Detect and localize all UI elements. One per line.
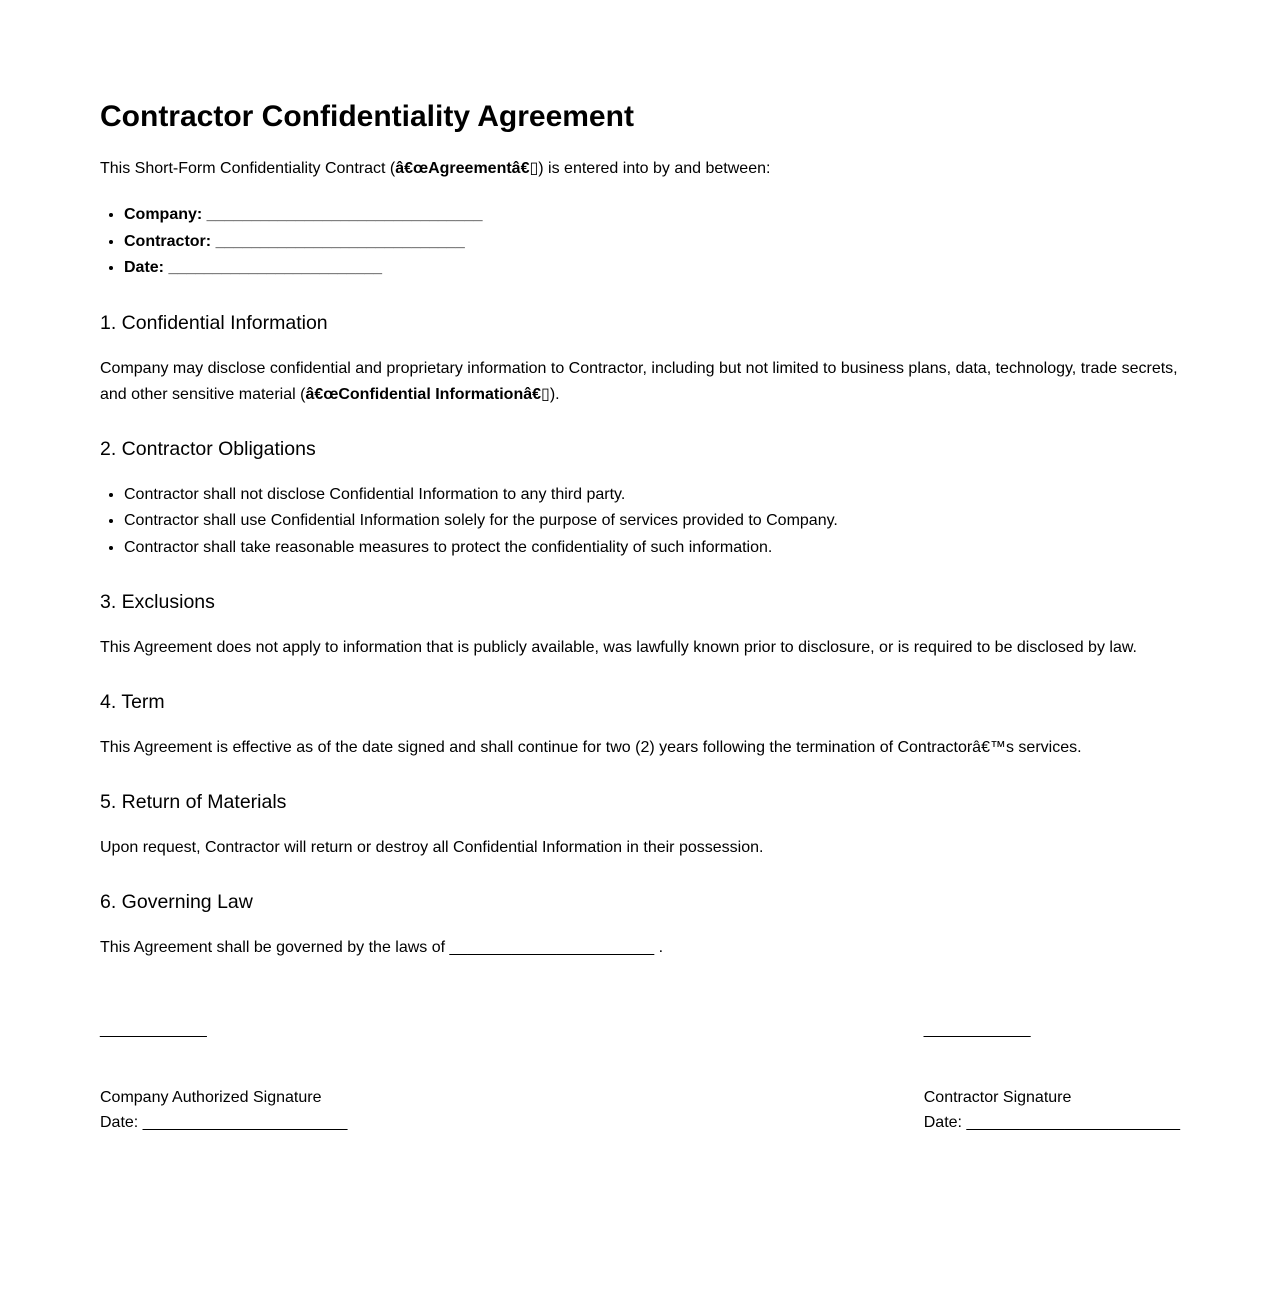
section-paragraph: Upon request, Contractor will return or destroy all Confidential Information in their possession. <box>100 839 764 856</box>
section-heading: 6. Governing Law <box>100 891 253 913</box>
section-paragraph <box>100 356 1180 408</box>
party-label: Date: <box>124 259 169 276</box>
company-date-line <box>100 1110 347 1135</box>
contractor-signature-line: ____________ <box>923 1021 1031 1038</box>
contractor-signature-block <box>924 1085 1180 1135</box>
party-item-contractor <box>124 229 1180 256</box>
date-blank-line: ________________________ <box>966 1114 1180 1131</box>
company-signature-block <box>100 1085 347 1135</box>
obligation-item: • Contractor shall use Confidential Information solely for the purpose of services provided to Company. <box>124 508 1180 535</box>
party-blank-line: ____________________________ <box>215 232 465 250</box>
obligation-item: • Contractor shall not disclose Confidential Information to any third party. <box>124 482 1180 509</box>
intro-text-post: ) is entered into by and between: <box>538 160 771 177</box>
section-heading: 1. Confidential Information <box>100 311 328 334</box>
party-label: Company: <box>124 206 207 223</box>
party-blank-line: ________________________ <box>168 259 383 276</box>
section-confidential-information <box>100 312 1180 408</box>
section-exclusions <box>100 591 1180 661</box>
intro-paragraph <box>100 156 1180 182</box>
intro-text-pre: This Short-Form Confidentiality Contract ( <box>100 160 396 177</box>
section-governing-law <box>100 891 1180 961</box>
signature-row <box>100 1017 1180 1135</box>
contractor-signature-label: Contractor Signature <box>923 1089 1072 1106</box>
section-paragraph: This Agreement is effective as of the date signed and shall continue for two (2) years following the termination of Contractorâ€™s services. <box>100 739 1082 756</box>
section-paragraph: This Agreement does not apply to information that is publicly available, was lawfully known prior to disclosure, or is required to be disclosed by law. <box>100 639 1137 656</box>
section-heading: 5. Return of Materials <box>100 791 287 813</box>
date-blank-line: _______________________ <box>142 1114 348 1131</box>
section-term <box>100 691 1180 761</box>
obligation-list <box>100 482 1180 562</box>
section-contractor-obligations <box>100 438 1180 562</box>
section-defined-term: â€œConfidential Informationâ€▯ <box>305 385 550 403</box>
section-text-pre: Company may disclose confidential and proprietary information to Contractor, including but not limited to business plans, data, technology, trade secrets, and other sensitive material ( <box>100 359 1178 403</box>
date-label: Date: <box>923 1114 967 1131</box>
section-return-of-materials <box>100 791 1180 861</box>
intro-defined-term: â€œAgreementâ€▯ <box>395 160 539 177</box>
party-label: Contractor: <box>124 232 216 250</box>
company-signature-line: ____________ <box>100 1021 207 1038</box>
section-heading: 2. Contractor Obligations <box>100 437 316 460</box>
document-title: Contractor Confidentiality Agreement <box>100 100 634 133</box>
date-label: Date: <box>100 1114 143 1131</box>
contractor-date-line <box>924 1110 1180 1135</box>
party-item-date <box>124 255 1180 282</box>
party-item-company <box>124 202 1180 229</box>
company-signature-column <box>100 1017 347 1135</box>
contractor-signature-column <box>924 1017 1180 1135</box>
section-paragraph: This Agreement shall be governed by the laws of _______________________ . <box>100 939 664 956</box>
section-heading: 3. Exclusions <box>100 591 215 613</box>
party-list <box>100 202 1180 282</box>
section-text-post: ). <box>549 385 560 403</box>
party-blank-line: _______________________________ <box>206 206 483 223</box>
section-heading: 4. Term <box>100 691 165 713</box>
company-signature-label: Company Authorized Signature <box>100 1089 322 1106</box>
obligation-item: • Contractor shall take reasonable measures to protect the confidentiality of such information. <box>124 535 1180 562</box>
